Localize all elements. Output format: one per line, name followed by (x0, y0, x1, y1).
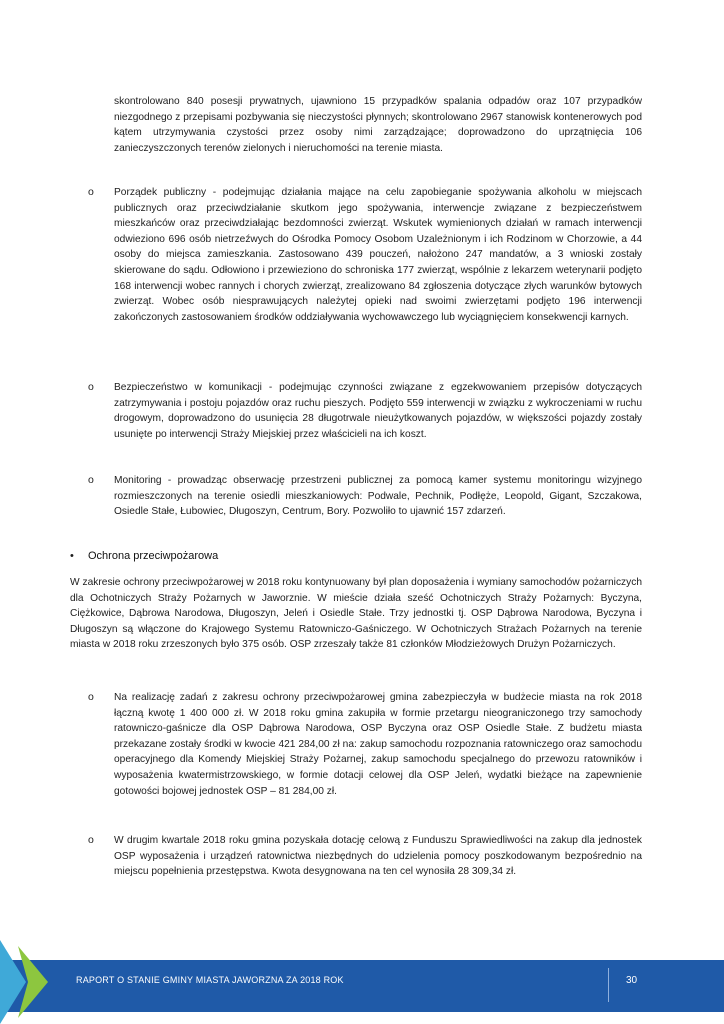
sub-bullet: o (88, 834, 94, 846)
footer-divider (608, 968, 609, 1002)
logo-arrow-icon (0, 940, 60, 1024)
section-heading: Ochrona przeciwpożarowa (88, 550, 219, 562)
main-bullet: • (70, 550, 74, 562)
paragraph-realizacja: Na realizację zadań z zakresu ochrony przeciwpożarowej gmina zabezpieczyła w budżecie miasta na rok 2018 łączną kwotę 1 400 000 zł. W 2018 roku gmina zakupiła w formie przetargu nieograniczonego trzy samochody ratowniczo-gaśnicze dla OSP Dąbrowa Narodowa, OSP Byczyna oraz OSP Osiedle Stałe. Z budżetu miasta przekazane zostały środki w kwocie 421 284,00 zł na: zakup samochodu rozpoznania ratowniczego oraz samochodu operacyjnego dla Komendy Miejskiej Straży Pożarnej, zakup samochodu specjalnego do przewozu ratowników i wyposażenia kwatermistrzowskiego, w formie dotacji celowej dla OSP Jeleń, wydatki bieżące na zapewnienie gotowości bojowej jednostek OSP – 81 284,00 zł. (114, 692, 642, 797)
paragraph-monitoring: Monitoring - prowadząc obserwację przestrzeni publicznej za pomocą kamer systemu monitoringu wizyjnego rozmieszczonych na terenie osiedli mieszkaniowych: Podwale, Pechnik, Podłęże, Leopold, Gigant, Szczakowa, Osiedle Stałe, Łubowiec, Długoszyn, Centrum, Bory. Pozwoliło to ujawnić 157 zdarzeń. (114, 475, 642, 518)
paragraph-intro: W zakresie ochrony przeciwpożarowej w 2018 roku kontynuowany był plan doposażenia i wymiany samochodów pożarniczych dla Ochotniczych Straży Pożarnych w Jaworznie. W mieście działa sześć Ochotniczych Straży Pożarnych: Byczyna, Ciężkowice, Dąbrowa Narodowa, Długoszyn, Jeleń i Osiedle Stałe. Trzy jednostki tj. OSP Dąbrowa Narodowa, Byczyna i Długoszyn są włączone do Krajowego Systemu Ratowniczo-Gaśniczego. W Ochotniczych Strażach Pożarnych na terenie miasta w 2018 roku zrzeszonych było 375 osób. OSP zrzeszały także 81 członków Młodzieżowych Drużyn Pożarniczych. (70, 577, 642, 651)
sub-bullet: o (88, 186, 94, 198)
footer-title: RAPORT O STANIE GMINY MIASTA JAWORZNA ZA 2018 ROK (76, 975, 344, 985)
paragraph-continuation: skontrolowano 840 posesji prywatnych, ujawniono 15 przypadków spalania odpadów oraz 107 przypadków niezgodnego z przepisami pozbywania się nieczystości płynnych; skontrolowano 2967 stanowisk kontenerowych pod kątem utrzymywania czystości przez osoby nimi zarządzające; doprowadzono do uprzątnięcia 106 zanieczyszczonych terenów zielonych i nieruchomości na terenie miasta. (114, 96, 642, 154)
paragraph-porzadek-publiczny: Porządek publiczny - podejmując działania mające na celu zapobieganie spożywania alkoholu w miejscach publicznych oraz przeciwdziałanie skutkom jego spożywania, interwencje związane z bezpieczeństwem mieszkańców oraz przeciwdziałając bezdomności zwierząt. Wskutek wymienionych działań w ramach interwencji odwieziono 696 osób nietrzeźwych do Ośrodka Pomocy Osobom Uzależnionym i ich Rodzinom w Chorzowie, a 44 osoby do miejsca zamieszkania. Zastosowano 439 pouczeń, nałożono 247 mandatów, a 3 wnioski zostały skierowane do sądu. Odłowiono i przewieziono do schroniska 177 zwierząt, wspólnie z lekarzem weterynarii podjęto 168 interwencji wobec rannych i chorych zwierząt, zrealizowano 84 zgłoszenia dotyczące złych warunków bytowych zwierząt. Wobec osób niesprawujących należytej opieki nad swoimi zwierzętami podjęto 196 interwencji zakończonych zastosowaniem środków oddziaływania wychowawczego lub wyciągnięciem konsekwencji karnych. (114, 187, 642, 323)
sub-bullet: o (88, 691, 94, 703)
sub-bullet: o (88, 474, 94, 486)
footer-band (0, 960, 724, 1012)
sub-bullet: o (88, 381, 94, 393)
paragraph-dotacja: W drugim kwartale 2018 roku gmina pozyskała dotację celową z Funduszu Sprawiedliwości na zakup dla jednostek OSP wyposażenia i urządzeń ratownictwa niezbędnych do udzielenia pomocy poszkodowanym bezpośrednio na miejscu popełnienia przestępstwa. Kwota desygnowana na ten cel wynosiła 28 309,34 zł. (114, 835, 642, 878)
paragraph-bezpieczenstwo: Bezpieczeństwo w komunikacji - podejmując czynności związane z egzekwowaniem przepisów dotyczących zatrzymywania i postoju pojazdów oraz ruchu pieszych. Podjęto 559 interwencji w związku z wykroczeniami w ruchu drogowym, doprowadzono do usunięcia 28 długotrwale nieużytkowanych pojazdów, w większości pojazdy zostały usunięte po interwencji Straży Miejskiej przez właścicieli na ich koszt. (114, 382, 642, 440)
page-number: 30 (626, 975, 638, 986)
